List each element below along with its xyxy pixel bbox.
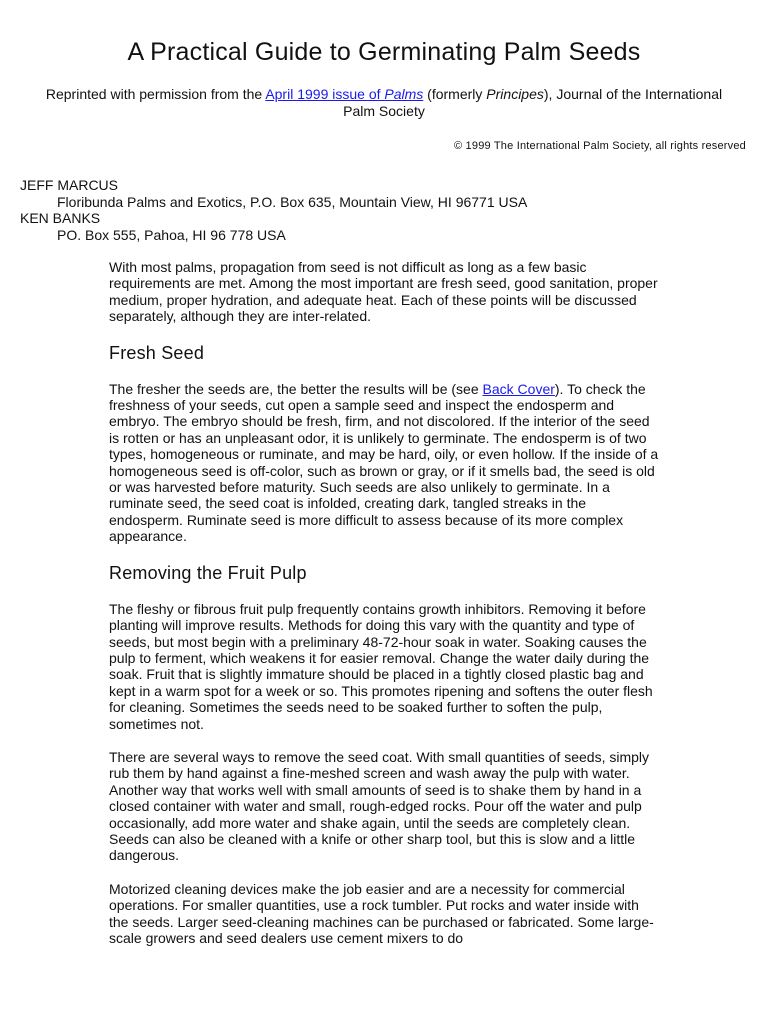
palms-issue-link-text: April 1999 issue of bbox=[265, 86, 385, 102]
author-address: Floribunda Palms and Exotics, P.O. Box 635, Mountain View, HI 96771 USA bbox=[57, 193, 528, 210]
section-heading-removing-fruit-pulp: Removing the Fruit Pulp bbox=[109, 562, 307, 583]
back-cover-link[interactable]: Back Cover bbox=[482, 380, 555, 397]
former-journal-name: Principes bbox=[486, 86, 544, 102]
article-body bbox=[109, 259, 661, 963]
section-heading-fresh-seed: Fresh Seed bbox=[109, 342, 205, 363]
copyright-notice: © 1999 The International Palm Society, all rights reserved bbox=[454, 140, 746, 152]
fresh-seed-paragraph bbox=[109, 381, 661, 545]
author-block bbox=[20, 177, 750, 243]
author-address: PO. Box 555, Pahoa, HI 96 778 USA bbox=[57, 226, 286, 243]
paragraph-text: ). To check the freshness of your seeds, cut open a sample seed and inspect the endosperm and embryo. The embryo should be fresh, firm, and not discolored. If the interior of the seed is rotten or has an unpleasant odor, it is unlikely to germinate. The endosperm is of two types, homogeneous or ruminate, and may be hard, oily, or even hollow. If the inside of a homogeneous seed is off-color, such as brown or gray, or if it smells bad, the seed is old or was harvested before maturity. Such seeds are also unlikely to germinate. In a ruminate seed, the seed coat is infolded, creating dark, tangled streaks in the endosperm. Ruminate seed is more difficult to assess because of its more complex appearance. bbox=[109, 380, 659, 545]
motorized-cleaning-paragraph: Motorized cleaning devices make the job easier and are a necessity for commercial operations. For smaller quantities, use a rock tumbler. Put rocks and water inside with the seeds. Larger seed-cleaning machines can be purchased or fabricated. Some large-scale growers and seed dealers use cement mixers to do bbox=[109, 880, 654, 946]
document-title: A Practical Guide to Germinating Palm Seeds bbox=[127, 38, 641, 66]
author-name: KEN BANKS bbox=[20, 210, 101, 226]
reprint-middle: (formerly bbox=[423, 86, 487, 102]
reprint-notice bbox=[40, 86, 728, 120]
reprint-prefix: Reprinted with permission from the bbox=[45, 86, 266, 102]
palms-journal-name: Palms bbox=[384, 86, 424, 102]
palms-issue-link[interactable] bbox=[265, 86, 423, 102]
reprint-suffix: ), Journal of the International Palm Society bbox=[343, 86, 723, 119]
paragraph-text: The fresher the seeds are, the better the results will be (see bbox=[109, 380, 483, 397]
seed-coat-paragraph: There are several ways to remove the seed coat. With small quantities of seeds, simply rub them by hand against a fine-meshed screen and wash away the pulp with water. Another way that works well with small amounts of seed is to shake them by hand in a closed container with water and small, rough-edged rocks. Pour off the water and pulp occasionally, add more water and shake again, until the seeds are completely clean. Seeds can also be cleaned with a knife or other sharp tool, but this is slow and a little dangerous. bbox=[109, 748, 650, 864]
fruit-pulp-paragraph: The fleshy or fibrous fruit pulp frequently contains growth inhibitors. Removing it before planting will improve results. Methods for doing this vary with the quantity and type of seeds, but most begin with a preliminary 48-72-hour soak in water. Soaking causes the pulp to ferment, which weakens it for easier removal. Change the water daily during the soak. Fruit that is slightly immature should be placed in a tightly closed plastic bag and kept in a warm spot for a week or so. This promotes ripening and softens the outer flesh for cleaning. Sometimes the seeds need to be soaked further to soften the pulp, sometimes not. bbox=[109, 600, 653, 732]
author-name: JEFF MARCUS bbox=[20, 177, 118, 193]
intro-paragraph: With most palms, propagation from seed is not difficult as long as a few basic requirements are met. Among the most important are fresh seed, good sanitation, proper medium, proper hydration, and adequate heat. Each of these points will be discussed separately, although they are inter-related. bbox=[109, 259, 658, 325]
